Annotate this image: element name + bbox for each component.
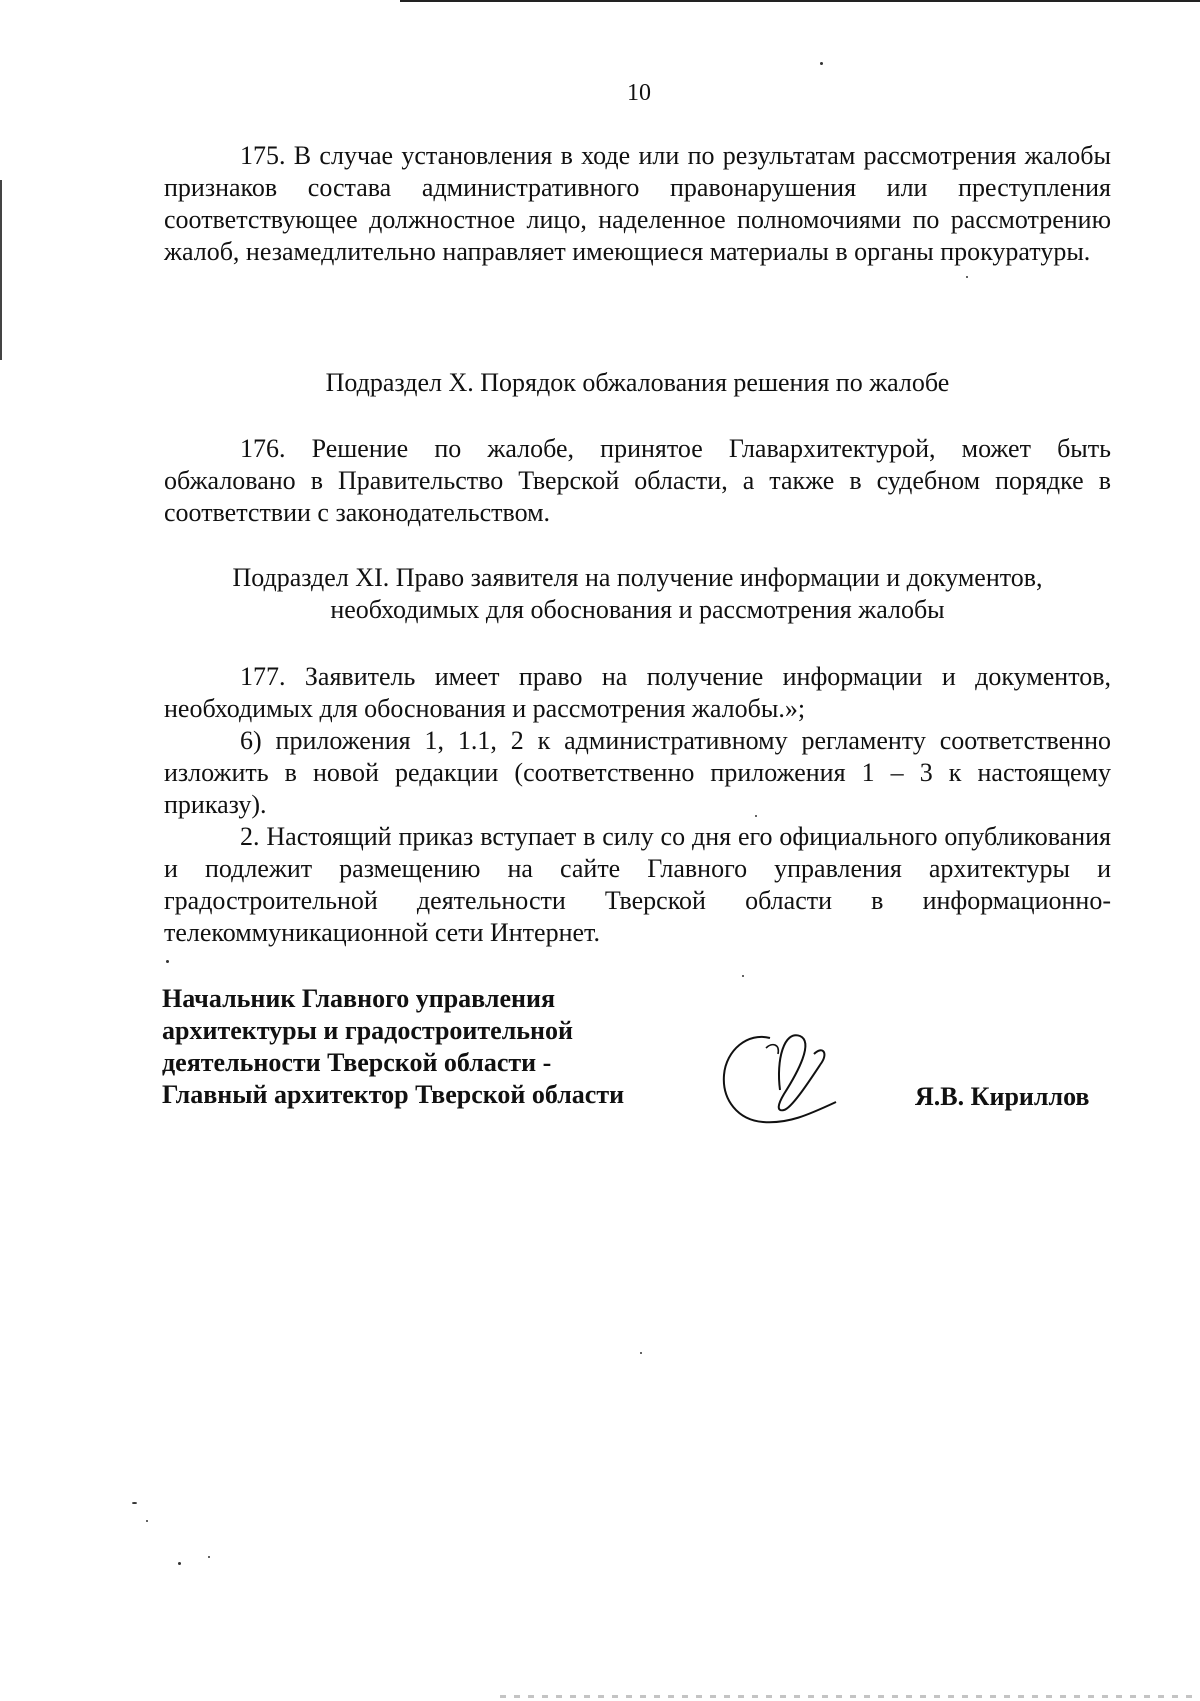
scan-speck [820,62,823,65]
scan-speck [742,975,744,977]
scan-speck [755,815,757,817]
heading-subsection-11-line1: Подраздел XI. Право заявителя на получение информации и документов, [232,563,1043,592]
paragraph-item-2: 2. Настоящий приказ вступает в силу со дня его официального опубликования и подлежит размещению на сайте Главного управления архитектуры и градостроительной деятельности Тверской области в информационно-телекоммуникационной сети Интернет. [164,822,1111,947]
scan-speck [208,1556,210,1558]
heading-subsection-11-block [164,562,1111,626]
scan-left-edge [0,180,2,360]
scan-speck [132,1502,137,1504]
handwritten-signature [718,1020,838,1130]
scan-speck [178,1562,181,1565]
signatory-title-line3: деятельности Тверской области - [162,1048,552,1077]
signatory-title-line4: Главный архитектор Тверской области [162,1080,625,1109]
signer-name: Я.В. Кириллов [915,1082,1090,1111]
paragraph-item-6: 6) приложения 1, 1.1, 2 к административному регламенту соответственно изложить в новой редакции (соответственно приложения 1 – 3 к настоящему приказу). [164,726,1111,819]
paragraph-176-block [164,433,1111,529]
signatory-title [162,983,624,1111]
signatory-title-line2: архитектуры и градостроительной [162,1016,573,1045]
paragraph-177: 177. Заявитель имеет право на получение информации и документов, необходимых для обоснования и рассмотрения жалобы.»; [164,662,1111,723]
scan-speck [166,960,169,963]
paragraph-176: 176. Решение по жалобе, принятое Главархитектурой, может быть обжаловано в Правительство Тверской области, а также в судебном порядке в соответствии с законодательством. [164,434,1111,527]
paragraph-175-block [164,140,1111,268]
signatory-title-line1: Начальник Главного управления [162,984,556,1013]
scan-top-rule [400,0,1200,2]
scan-speck [966,276,968,278]
heading-subsection-10: Подраздел X. Порядок обжалования решения по жалобе [325,368,950,397]
scan-speck [640,1352,642,1354]
heading-subsection-10-block [164,367,1111,399]
closing-paragraphs-block [164,661,1111,949]
paragraph-175: 175. В случае установления в ходе или по результатам рассмотрения жалобы признаков состава административного правонарушения или преступления соответствующее должностное лицо, наделенное полномочиями по рассмотрению жалоб, незамедлительно направляет имеющиеся материалы в органы прокуратуры. [164,141,1111,266]
scan-bottom-noise [500,1695,1200,1698]
scan-speck [146,1520,148,1522]
heading-subsection-11-line2: необходимых для обоснования и рассмотрения жалобы [330,595,945,624]
page-number: 10 [627,80,651,106]
